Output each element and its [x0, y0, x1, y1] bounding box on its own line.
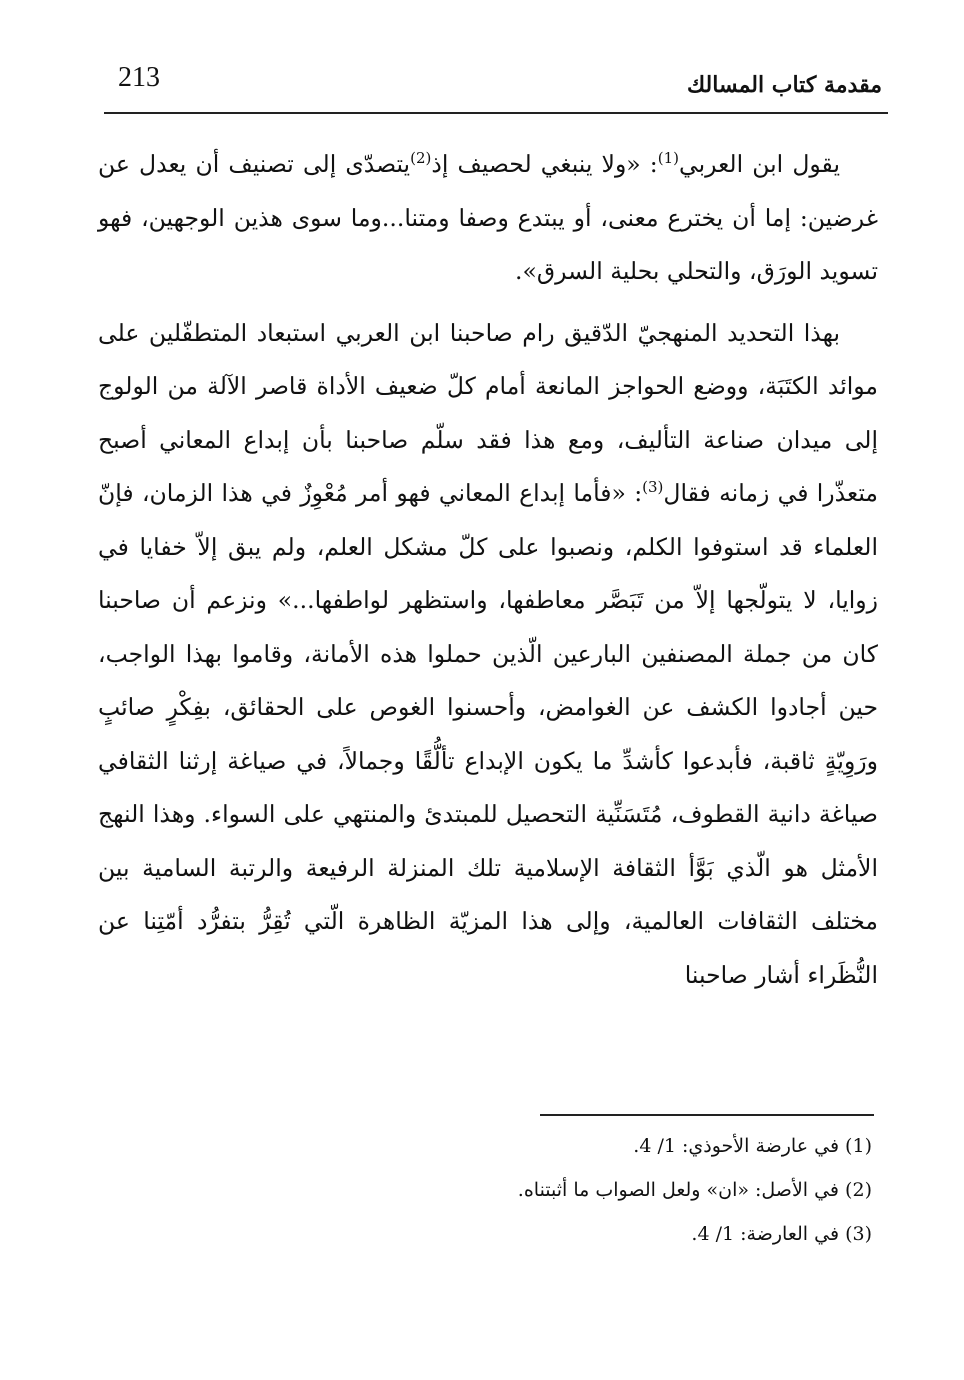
footnote-ref-1: (1)	[657, 149, 679, 168]
paragraph-2-part-2: : «فأما إبداع المعاني فهو أمر مُعْوِزٌ في هذا الزمان، فإنّ العلماء قد استوفوا الكلم، ونصبوا على كلّ مشكل العلم، ولم يبق إلاّ خفايا في زوايا، لا يتولّجها إلاّ من تَبَصَّر معاطفها، واستظهر لواطفها...» ونزعم أن صاحبنا كان من جملة المصنفين البارعين الّذين حملوا هذه الأمانة، وقاموا بهذا الواجب، حين أجادوا الكشف عن الغوامض، وأحسنوا الغوص على الحقائق، بفِكْرٍ صائبٍ ورَوِيّةٍ ثاقبة، فأبدعوا كأشدِّ ما يكون الإبداع تألُّقًا وجمالاً، في صياغة إرثنا الثقافي صياغة دانية القطوف، مُتَسَنِّية التحصيل للمبتدئ والمنتهي على السواء. وهذا النهج الأمثل هو الّذي بَوَّأ الثقافة الإسلامية تلك المنزلة الرفيعة والرتبة السامية بين مختلف الثقافات العالمية، وإلى هذا المزيّة الظاهرة الّتي تُقِرُّ بتفرُّد أمّتِنا عن النُّظَراء أشار صاحبنا	[98, 479, 878, 989]
paragraph-2	[98, 307, 878, 1003]
footnote-ref-2: (2)	[410, 149, 432, 168]
footnote-ref-3: (3)	[642, 478, 664, 497]
footnote-separator	[540, 1114, 874, 1116]
paragraph-1-part-1: يقول ابن العربي	[679, 150, 840, 178]
footnote-1: (1) في عارضة الأحوذي: 1/ 4.	[633, 1135, 872, 1157]
paragraph-2-part-1: بهذا التحديد المنهجيّ الدّقيق رام صاحبنا ابن العربي استبعاد المتطفّلين على موائد الكتَبَة، ووضع الحواجز المانعة أمام كلّ ضعيف الأداة قاصر الآلة من الولوج إلى ميدان صناعة التأليف، ومع هذا فقد سلّم صاحبنا بأن إبداع المعاني أصبح متعذّرا في زمانه فقال	[98, 318, 878, 507]
paragraph-1-part-2: : «ولا ينبغي لحصيف إذ	[431, 150, 658, 178]
footnote-3: (3) في العارضة: 1/ 4.	[691, 1223, 872, 1245]
footnote-2: (2) في الأصل: «ان» ولعل الصواب ما أثبتناه.	[517, 1179, 872, 1201]
paragraph-1	[98, 138, 878, 299]
running-head: مقدمة كتاب المسالك	[687, 72, 882, 98]
footnotes	[372, 1124, 872, 1256]
paragraph-1-part-3: يتصدّى إلى تصنيف أن يعدل عن غرضين: إما أن يخترع معنى، أو يبتدع وصفا ومتنا...وما سوى هذين الوجهين، فهو تسويد الورَق، والتحلي بحلية السرق».	[98, 150, 878, 285]
page-header	[104, 58, 888, 114]
page-number: 213	[118, 62, 160, 93]
main-text	[98, 138, 878, 1002]
